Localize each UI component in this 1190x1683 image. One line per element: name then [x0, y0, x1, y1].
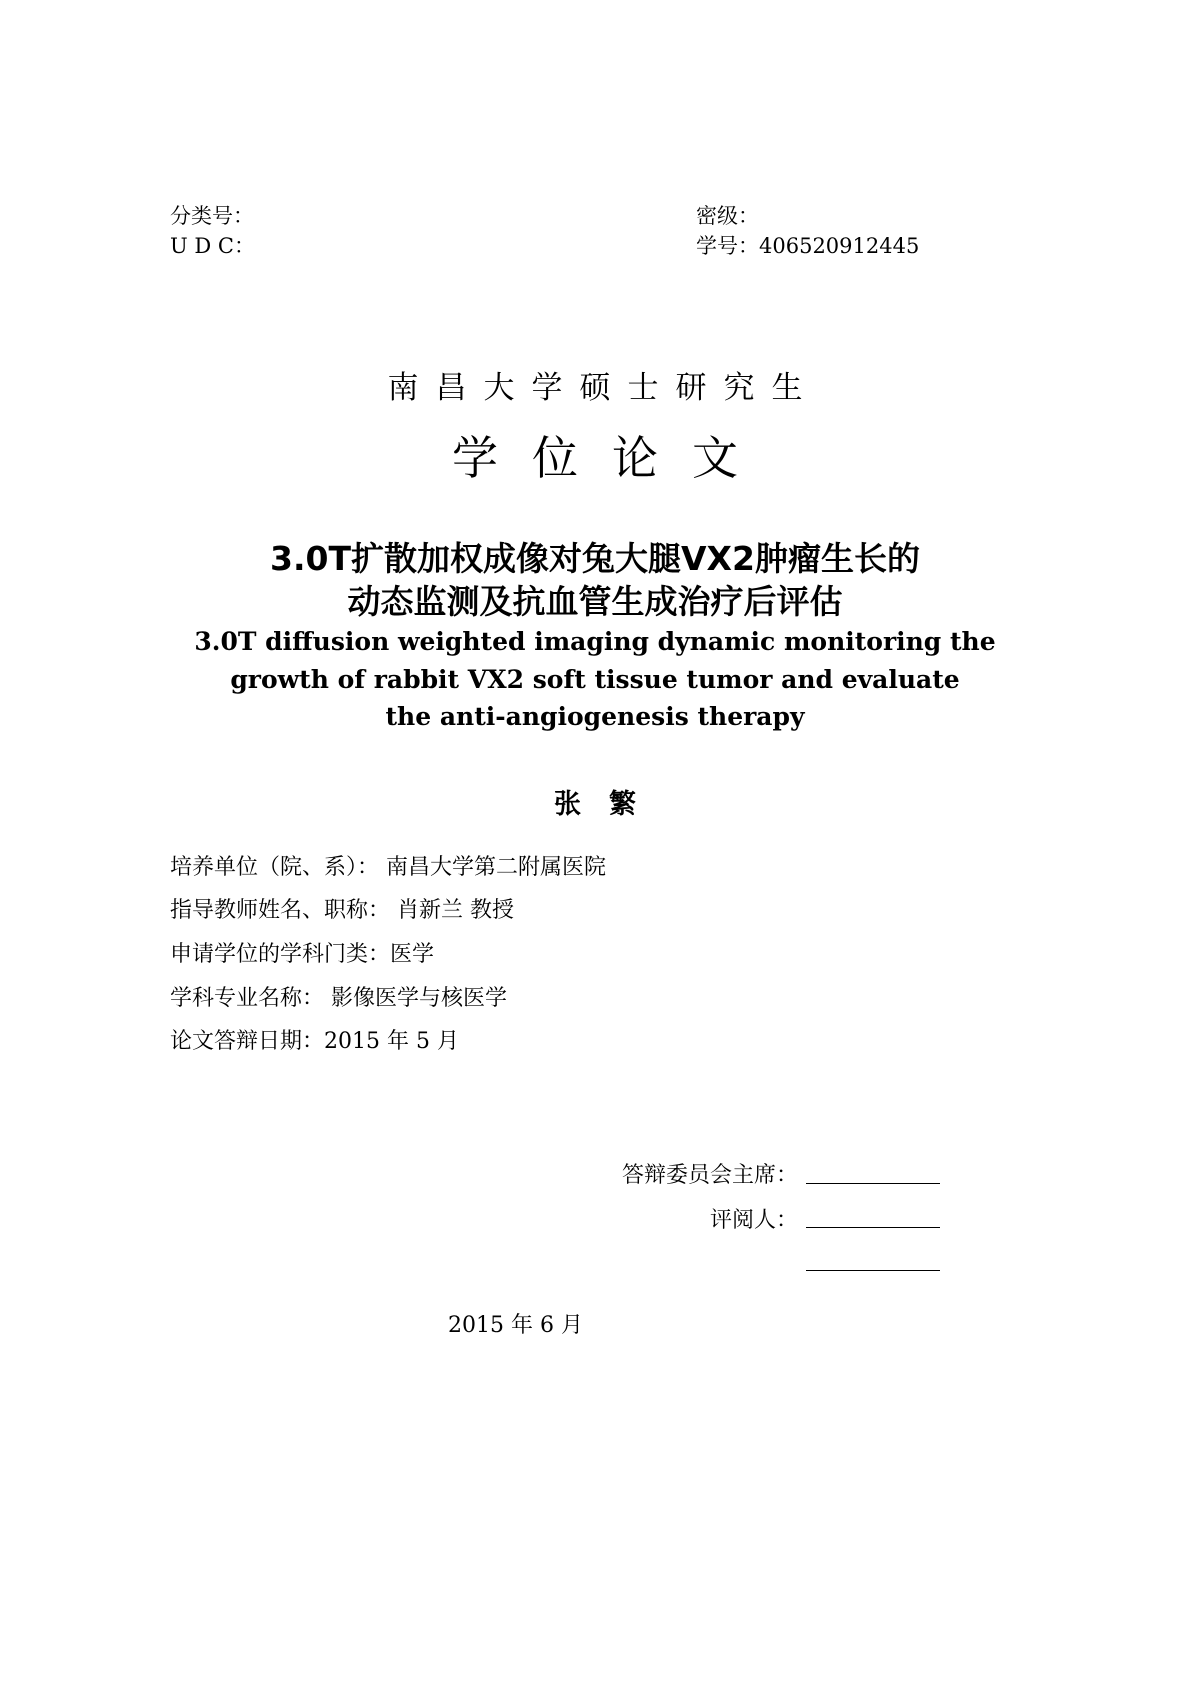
info-supervisor: 指导教师姓名、职称： 肖新兰 教授 [170, 898, 514, 923]
title-cn-line-2: 动态监测及抗血管生成治疗后评估 [347, 582, 843, 621]
reviewer-signature-line-1 [806, 1227, 940, 1228]
thesis-date: 2015 年 6 月 [448, 1313, 583, 1338]
author-name: 张繁 [554, 789, 664, 820]
reviewer-label: 评阅人： [709, 1208, 798, 1233]
info-major: 学科专业名称： 影像医学与核医学 [170, 986, 507, 1011]
info-defense-date: 论文答辩日期：2015 年 5 月 [170, 1029, 459, 1054]
title-en-line-2: growth of rabbit VX2 soft tissue tumor and evaluate [230, 665, 960, 694]
info-training-unit: 培养单位（院、系）： 南昌大学第二附属医院 [170, 855, 606, 880]
university-line: 南昌大学硕士研究生 [387, 370, 820, 406]
classification-label: 分类号： [170, 204, 254, 228]
udc-label: U D C： [170, 234, 255, 258]
student-id: 学号：406520912445 [696, 234, 920, 258]
chair-label: 答辩委员会主席： [621, 1163, 798, 1188]
title-en-line-1: 3.0T diffusion weighted imaging dynamic monitoring the [194, 627, 996, 656]
secrecy-label: 密级： [696, 204, 759, 228]
title-en-line-3: the anti-angiogenesis therapy [385, 702, 805, 731]
reviewer-signature-line-2 [806, 1270, 940, 1271]
chair-signature-line [806, 1183, 940, 1184]
title-cn-line-1: 3.0T扩散加权成像对兔大腿VX2肿瘤生长的 [270, 539, 920, 578]
degree-line: 学位论文 [452, 431, 772, 485]
info-degree-category: 申请学位的学科门类：医学 [170, 942, 435, 967]
